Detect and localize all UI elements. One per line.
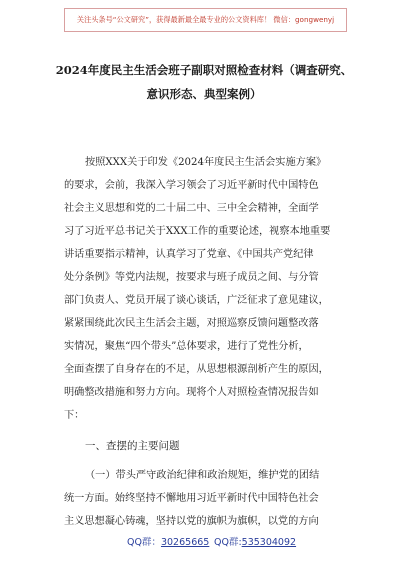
qq-group-2-number[interactable]: 535304092 xyxy=(241,537,297,548)
qq-group-2 xyxy=(214,534,296,548)
paragraph-line: 的要求，会前，我深入学习领会了习近平新时代中国特色 xyxy=(64,180,319,191)
paragraph-line: （一）带头严守政治纪律和政治规矩，维护党的团结 xyxy=(85,470,320,481)
qq-group-1-number[interactable]: 30265665 xyxy=(160,537,210,548)
paragraph-line: 明确整改措施和努力方向。现将个人对照检查情况报告如 xyxy=(64,387,319,398)
paragraph-line: 主义思想凝心铸魂，坚持以党的旗帜为旗帜，以党的方向 xyxy=(64,516,319,527)
promo-banner-text: 关注头条号“公文研究”，获得最新最全最专业的公文资料库！ 微信：gongwenyj xyxy=(76,15,335,24)
paragraph-line: 紧紧围绕此次民主生活会主题，对照巡察反馈问题整改落 xyxy=(64,318,319,329)
paragraph-line: 统一方面。始终坚持不懈地用习近平新时代中国特色社会 xyxy=(64,493,319,504)
document-title-line-1: 2024年度民主生活会班子副职对照检查材料（调查研究、 xyxy=(55,63,353,77)
paragraph-line: 实情况，聚焦“四个带头”总体要求，进行了党性分析， xyxy=(64,341,309,352)
paragraph-line: 下： xyxy=(64,410,85,421)
paragraph-line: 社会主义思想和党的二十届二中、三中全会精神，全面学 xyxy=(64,203,319,214)
section-heading: 一、查摆的主要问题 xyxy=(85,440,180,452)
paragraph-line: 全面查摆了自身存在的不足，从思想根源剖析产生的原因， xyxy=(64,364,329,375)
paragraph-line: 讲话重要指示精神，认真学习了党章、《中国共产党纪律 xyxy=(64,249,314,260)
page-footer xyxy=(0,534,408,550)
paragraph-line: 按照XXX关于印发《2024年度民主生活会实施方案》 xyxy=(85,157,327,168)
promo-banner xyxy=(64,8,347,32)
document-title-line-2: 意识形态、典型案例） xyxy=(146,87,262,101)
paragraph-line: 处分条例》等党内法规，按要求与班子成员之间、与分管 xyxy=(64,272,319,283)
qq-group-1-label: QQ群： xyxy=(127,537,161,548)
paragraph-line: 部门负责人、党员开展了谈心谈话，广泛征求了意见建议， xyxy=(64,295,329,306)
qq-group-2-label: QQ群: xyxy=(214,537,242,548)
paragraph-line: 习了习近平总书记关于XXX工作的重要论述，视察本地重要 xyxy=(64,226,331,237)
qq-group-1 xyxy=(127,534,209,548)
